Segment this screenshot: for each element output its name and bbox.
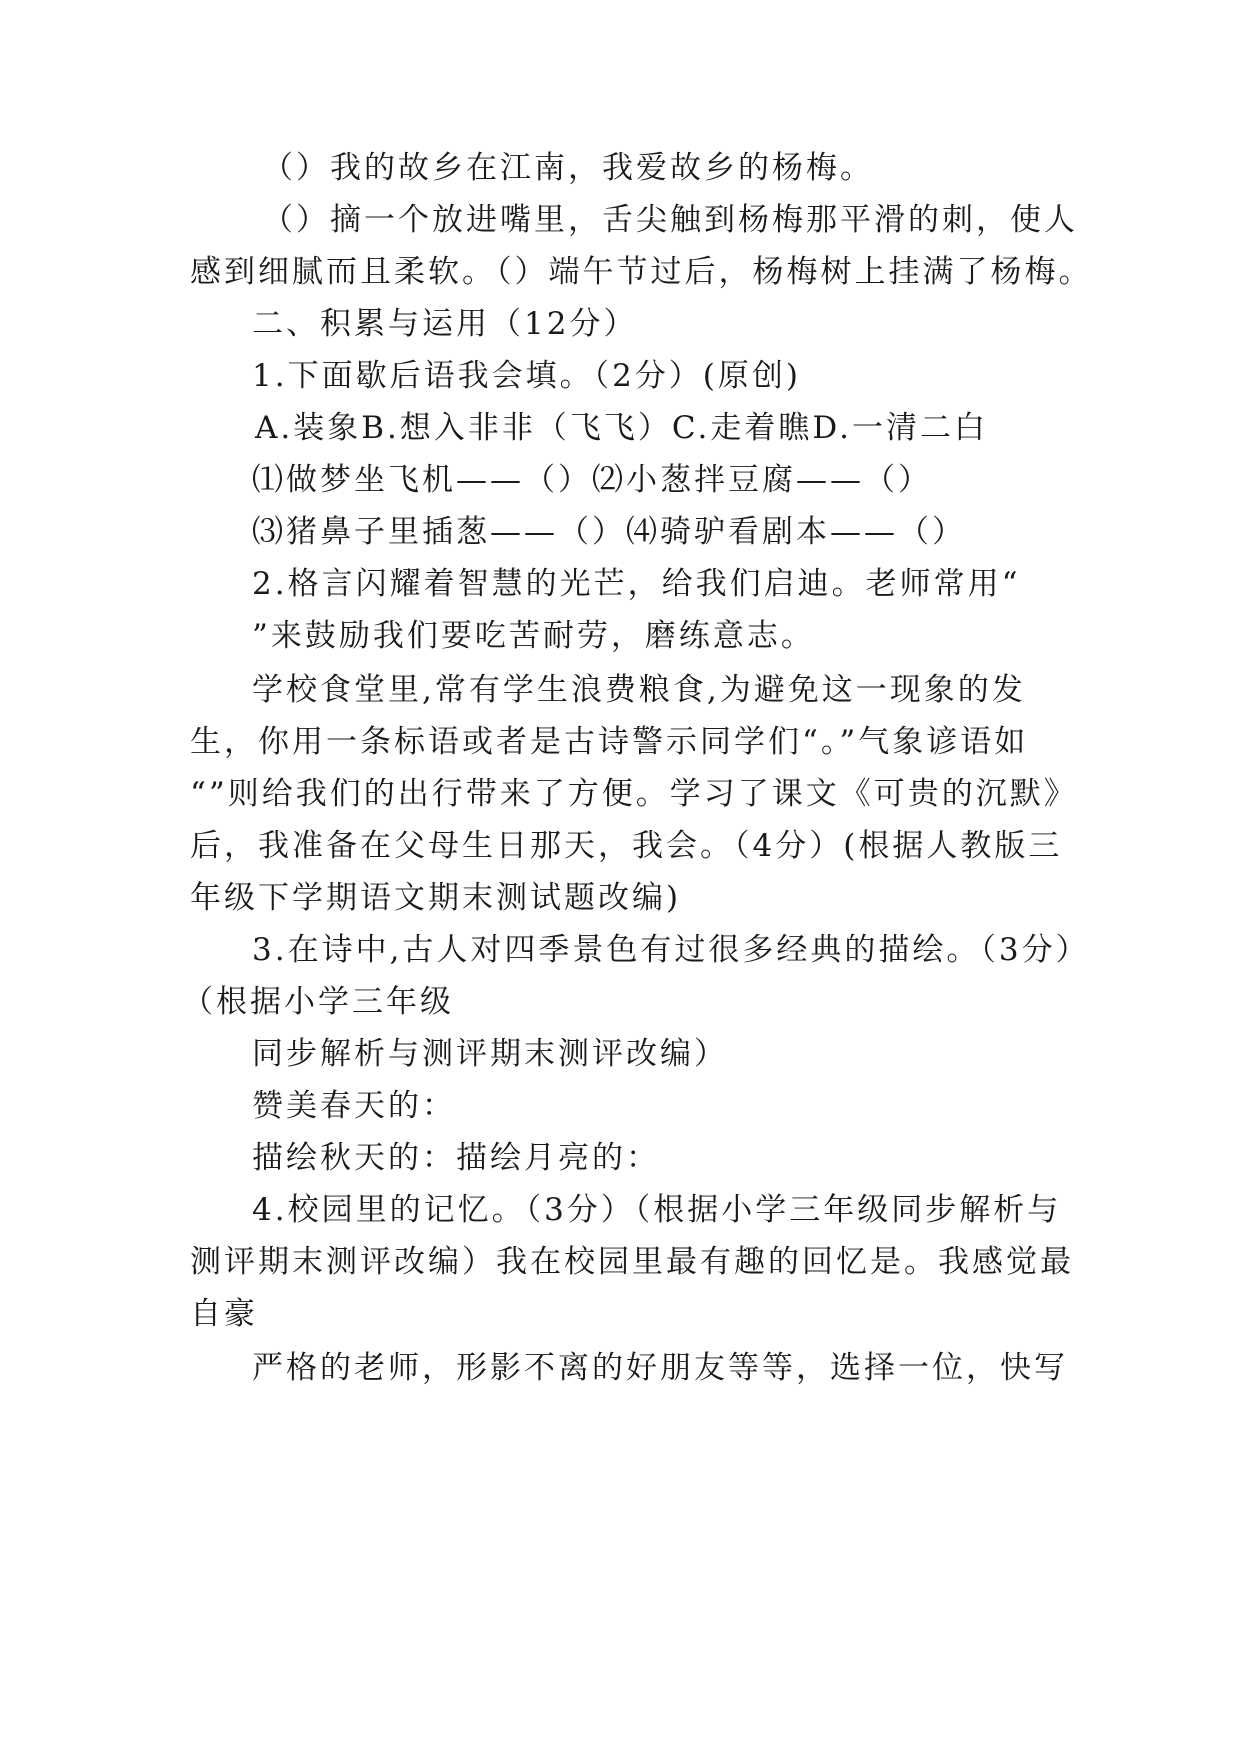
text-line-20: 描绘秋天的：描绘月亮的： [252,1140,660,1176]
text-line-21: 4.校园里的记忆。（3分）（根据小学三年级同步解析与 [252,1192,1062,1228]
text-line-2: （）摘一个放进嘴里，舌尖触到杨梅那平滑的刺，使人 [262,202,1078,238]
text-line-22: 测评期末测评改编）我在校园里最有趣的回忆是。我感觉最 [190,1244,1074,1280]
text-line-18: 同步解析与测评期末测评改编） [252,1036,728,1072]
text-line-3: 感到细腻而且柔软。（）端午节过后，杨梅树上挂满了杨梅。 [190,254,1093,290]
text-line-19: 赞美春天的： [252,1088,456,1124]
text-line-4: 二、积累与运用（12分） [252,306,638,342]
text-line-17: （根据小学三年级 [182,984,454,1020]
text-line-8: ⑶猪鼻子里插葱——（）⑷骑驴看剧本——（） [252,514,966,550]
text-line-11: 学校食堂里,常有学生浪费粮食,为避免这一现象的发 [252,672,1026,708]
text-line-5: 1.下面歇后语我会填。（2分）(原创) [252,358,801,394]
text-line-23: 自豪 [190,1296,258,1332]
text-line-14: 后，我准备在父母生日那天，我会。（4分）(根据人教版三 [190,828,1063,864]
text-line-9: 2.格言闪耀着智慧的光芒，给我们启迪。老师常用“ [252,566,1021,602]
text-line-13: “”则给我们的出行带来了方便。学习了课文《可贵的沉默》 [190,776,1078,812]
text-line-10: ”来鼓励我们要吃苦耐劳，磨练意志。 [252,618,815,654]
text-line-1: （）我的故乡在江南，我爱故乡的杨梅。 [262,150,874,186]
text-line-24: 严格的老师，形影不离的好朋友等等，选择一位，快写 [252,1350,1068,1386]
text-line-12: 生，你用一条标语或者是古诗警示同学们“。”气象谚语如 [190,724,1029,760]
text-line-7: ⑴做梦坐飞机——（）⑵小葱拌豆腐——（） [252,462,932,498]
text-line-6: A.装象B.想入非非（飞飞）C.走着瞧D.一清二白 [255,410,988,446]
text-line-15: 年级下学期语文期末测试题改编) [190,880,682,916]
text-line-16: 3.在诗中,古人对四季景色有过很多经典的描绘。（3分） [252,932,1090,968]
